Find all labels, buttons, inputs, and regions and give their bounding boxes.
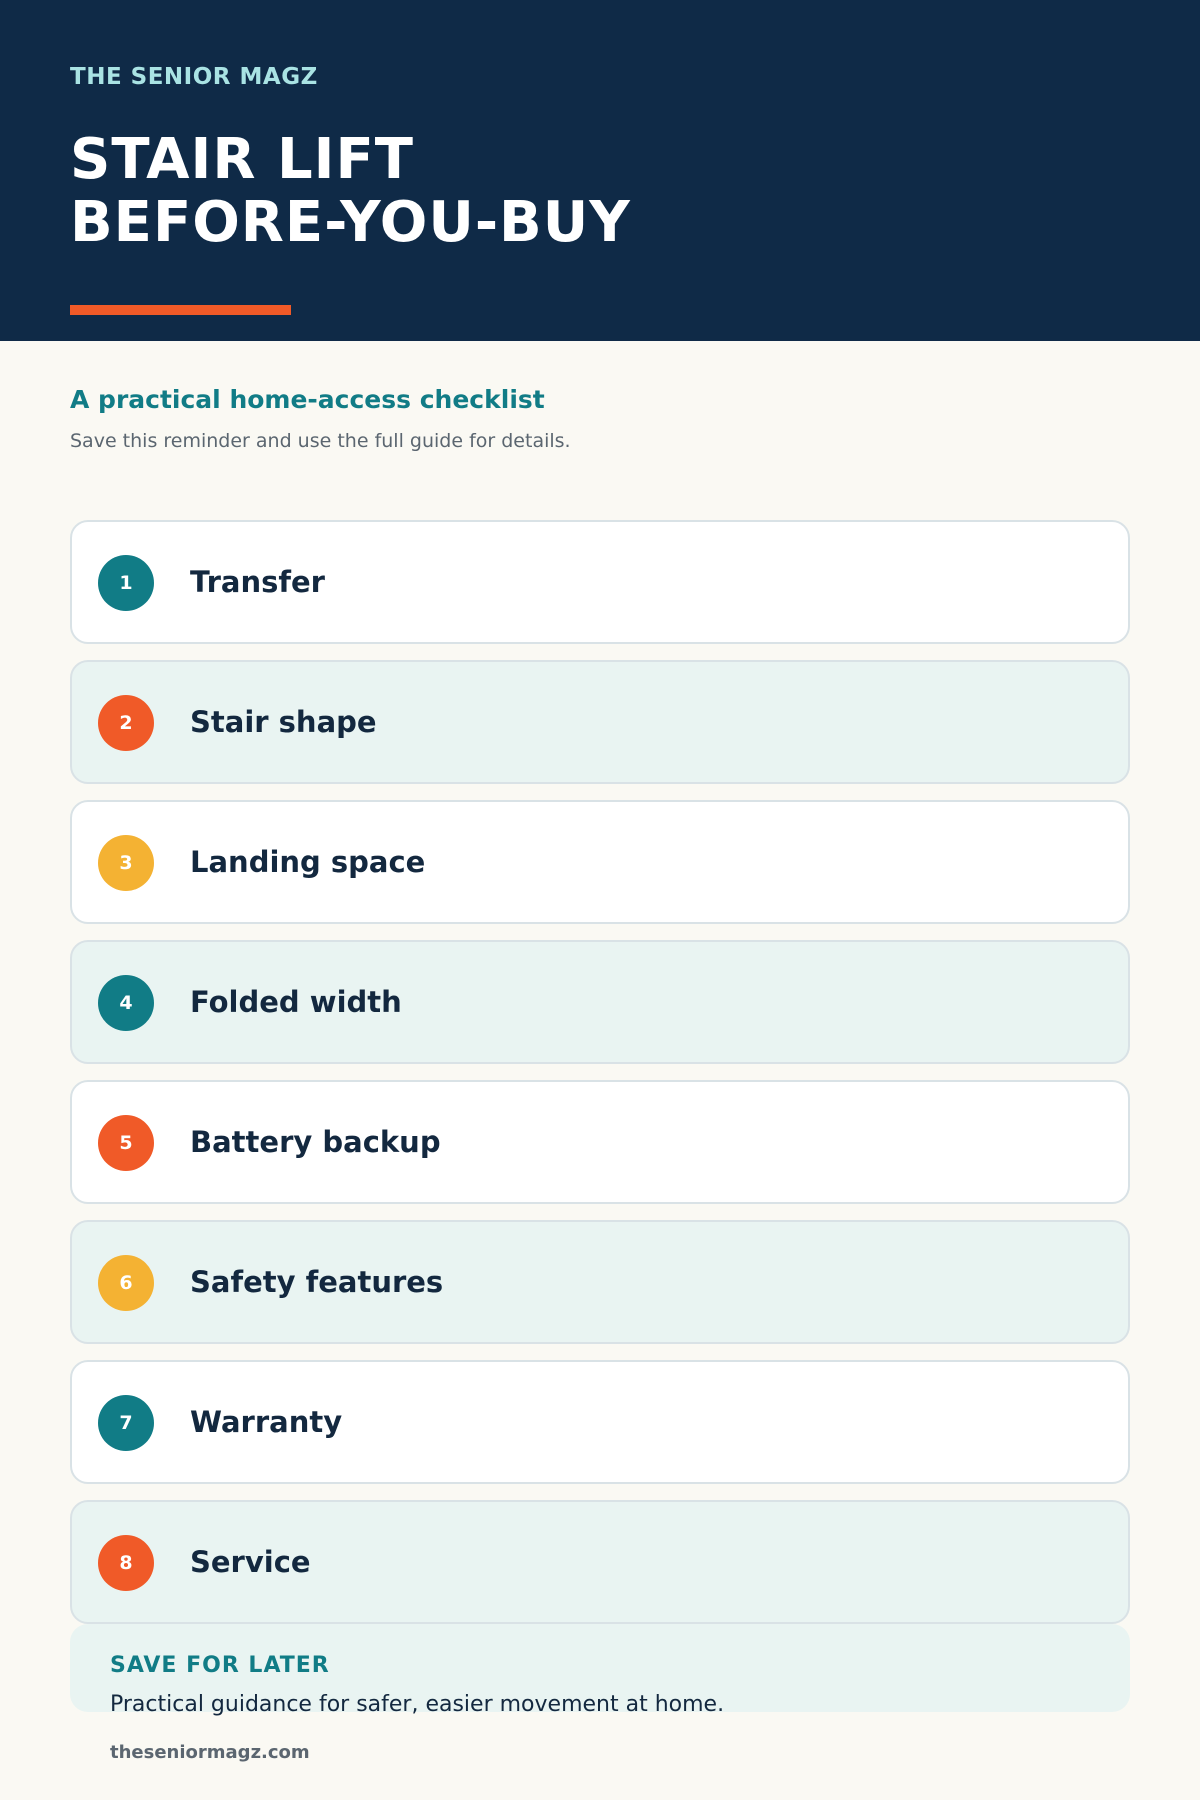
checklist-item-battery-backup: [70, 1080, 1130, 1204]
brand-name: THE SENIOR MAGZ: [70, 64, 318, 90]
checklist-item-safety-features: [70, 1220, 1130, 1344]
item-label: Battery backup: [190, 1125, 441, 1159]
item-number-badge: 3: [98, 835, 154, 891]
website-url: theseniormagz.com: [110, 1742, 310, 1763]
checklist-item-transfer: [70, 520, 1130, 644]
checklist-item-landing-space: [70, 800, 1130, 924]
item-number-badge: 2: [98, 695, 154, 751]
item-number-badge: 1: [98, 555, 154, 611]
checklist-item-stair-shape: [70, 660, 1130, 784]
save-for-later-text: Practical guidance for safer, easier movement at home.: [110, 1692, 725, 1717]
item-number-badge: 8: [98, 1535, 154, 1591]
item-label: Safety features: [190, 1265, 444, 1299]
checklist: [70, 520, 1130, 1640]
item-label: Transfer: [190, 565, 325, 599]
item-number-badge: 6: [98, 1255, 154, 1311]
item-label: Folded width: [190, 985, 402, 1019]
item-label: Service: [190, 1545, 311, 1579]
item-number-badge: 4: [98, 975, 154, 1031]
save-for-later-heading: SAVE FOR LATER: [110, 1653, 330, 1678]
item-label: Landing space: [190, 845, 426, 879]
item-label: Warranty: [190, 1405, 343, 1439]
item-label: Stair shape: [190, 705, 377, 739]
item-number-badge: 7: [98, 1395, 154, 1451]
page-title-line-2: BEFORE-YOU-BUY: [70, 190, 631, 255]
checklist-item-warranty: [70, 1360, 1130, 1484]
checklist-item-folded-width: [70, 940, 1130, 1064]
page-title-line-1: STAIR LIFT: [70, 127, 414, 192]
title-accent-bar: [70, 305, 291, 315]
checklist-subtitle: A practical home-access checklist: [70, 385, 545, 414]
page-title: [70, 128, 631, 254]
header-banner: [0, 0, 1200, 341]
item-number-badge: 5: [98, 1115, 154, 1171]
intro-text: Save this reminder and use the full guide for details.: [70, 430, 571, 452]
checklist-item-service: [70, 1500, 1130, 1624]
